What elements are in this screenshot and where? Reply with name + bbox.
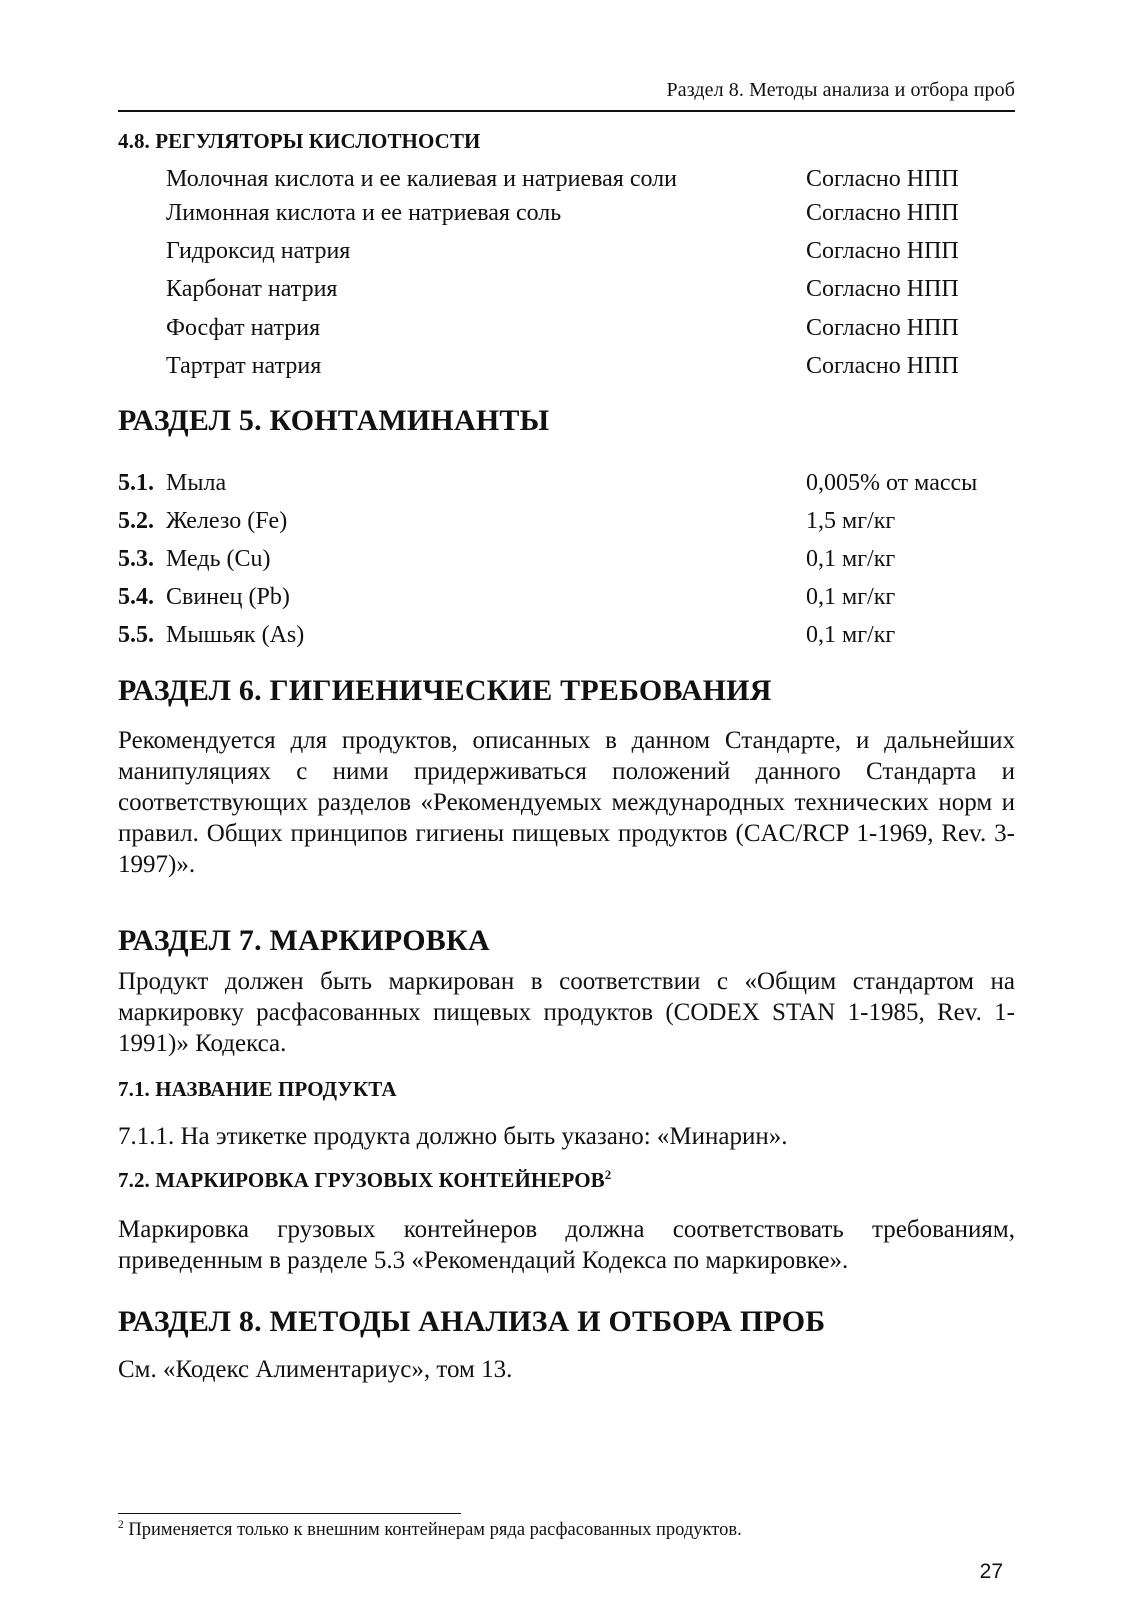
subsection-4-8-title: 4.8. РЕГУЛЯТОРЫ КИСЛОТНОСТИ bbox=[118, 129, 481, 153]
page-number: 27 bbox=[979, 1560, 1003, 1583]
item-name: Лимонная кислота и ее натриевая соль bbox=[166, 200, 562, 226]
footnote bbox=[118, 1520, 742, 1541]
item-name: Карбонат натрия bbox=[166, 276, 338, 302]
list-item bbox=[118, 544, 1015, 574]
item-name: Молочная кислота и ее калиевая и натриевая соли bbox=[166, 166, 677, 192]
list-item bbox=[118, 313, 1015, 343]
item-number: 5.3. bbox=[118, 546, 154, 572]
item-number: 5.1. bbox=[118, 470, 154, 496]
list-item bbox=[118, 506, 1015, 536]
running-head: Раздел 8. Методы анализа и отбора проб bbox=[666, 79, 1015, 101]
footnote-reference[interactable]: 2 bbox=[604, 1167, 612, 1182]
footnote-rule bbox=[118, 1513, 461, 1514]
item-value: Согласно НПП bbox=[806, 166, 959, 192]
item-name: Гидроксид натрия bbox=[166, 238, 351, 264]
section-7-text: Продукт должен быть маркирован в соответствии с «Общим стандартом на маркировку расфасованных пищевых продуктов (CODEX STAN 1-1985, Rev. 1-1991)» Кодекса. bbox=[118, 968, 1015, 1057]
item-name: Тартрат натрия bbox=[166, 353, 322, 379]
item-value: Согласно НПП bbox=[806, 276, 959, 302]
list-item bbox=[118, 236, 1015, 266]
item-name: Мыла bbox=[166, 470, 227, 496]
item-value: 0,1 мг/кг bbox=[806, 584, 896, 610]
list-item bbox=[118, 620, 1015, 650]
subsection-7-2-title-text: 7.2. МАРКИРОВКА ГРУЗОВЫХ КОНТЕЙНЕРОВ bbox=[118, 1168, 605, 1192]
item-name: Фосфат натрия bbox=[166, 315, 321, 341]
item-value: 0,1 мг/кг bbox=[806, 622, 896, 648]
subsection-7-2-text: Маркировка грузовых контейнеров должна соответствовать требованиям, приведенным в разделе 5.3 «Рекомендаций Кодекса по маркировке». bbox=[118, 1216, 1015, 1274]
item-value: Согласно НПП bbox=[806, 200, 959, 226]
subsection-7-1-text: 7.1.1. На этикетке продукта должно быть указано: «Минарин». bbox=[118, 1123, 788, 1150]
list-item bbox=[118, 468, 1015, 498]
item-value: 0,1 мг/кг bbox=[806, 546, 896, 572]
section-5-title: РАЗДЕЛ 5. КОНТАМИНАНТЫ bbox=[118, 404, 550, 437]
item-number: 5.2. bbox=[118, 508, 154, 534]
item-number: 5.4. bbox=[118, 584, 154, 610]
footnote-text: Применяется только к внешним контейнерам ряда расфасованных продуктов. bbox=[123, 1520, 742, 1540]
header-rule bbox=[118, 110, 1015, 112]
list-item bbox=[118, 582, 1015, 612]
list-item bbox=[118, 351, 1015, 381]
item-name: Мышьяк (As) bbox=[166, 622, 305, 648]
section-6-text: Рекомендуется для продуктов, описанных в данном Стандарте, и дальнейших манипуляциях с ними придерживаться положений данного Стандарта и соответствующих разделов «Рекомендуемых международных технических норм и правил. Общих принципов гигиены пищевых продуктов (CAC/RCP 1-1969, Rev. 3-1997)». bbox=[118, 727, 1015, 878]
section-7-title: РАЗДЕЛ 7. МАРКИРОВКА bbox=[118, 924, 490, 957]
document-page bbox=[118, 0, 1015, 1600]
subsection-7-1-title: 7.1. НАЗВАНИЕ ПРОДУКТА bbox=[118, 1077, 397, 1101]
item-name: Железо (Fe) bbox=[166, 508, 288, 534]
item-value: 1,5 мг/кг bbox=[806, 508, 896, 534]
item-name: Свинец (Pb) bbox=[166, 584, 290, 610]
list-item bbox=[118, 274, 1015, 304]
item-name: Медь (Cu) bbox=[166, 546, 271, 572]
footnote-mark: 2 bbox=[118, 1518, 124, 1531]
item-value: Согласно НПП bbox=[806, 315, 959, 341]
subsection-7-2-title bbox=[118, 1168, 611, 1193]
section-8-title: РАЗДЕЛ 8. МЕТОДЫ АНАЛИЗА И ОТБОРА ПРОБ bbox=[118, 1305, 826, 1338]
item-value: Согласно НПП bbox=[806, 353, 959, 379]
section-6-title: РАЗДЕЛ 6. ГИГИЕНИЧЕСКИЕ ТРЕБОВАНИЯ bbox=[118, 674, 772, 707]
item-number: 5.5. bbox=[118, 622, 154, 648]
item-value: Согласно НПП bbox=[806, 238, 959, 264]
section-8-text: См. «Кодекс Алиментариус», том 13. bbox=[118, 1356, 513, 1383]
list-item bbox=[118, 198, 1015, 228]
item-value: 0,005% от массы bbox=[806, 470, 978, 496]
list-item bbox=[118, 164, 1015, 194]
